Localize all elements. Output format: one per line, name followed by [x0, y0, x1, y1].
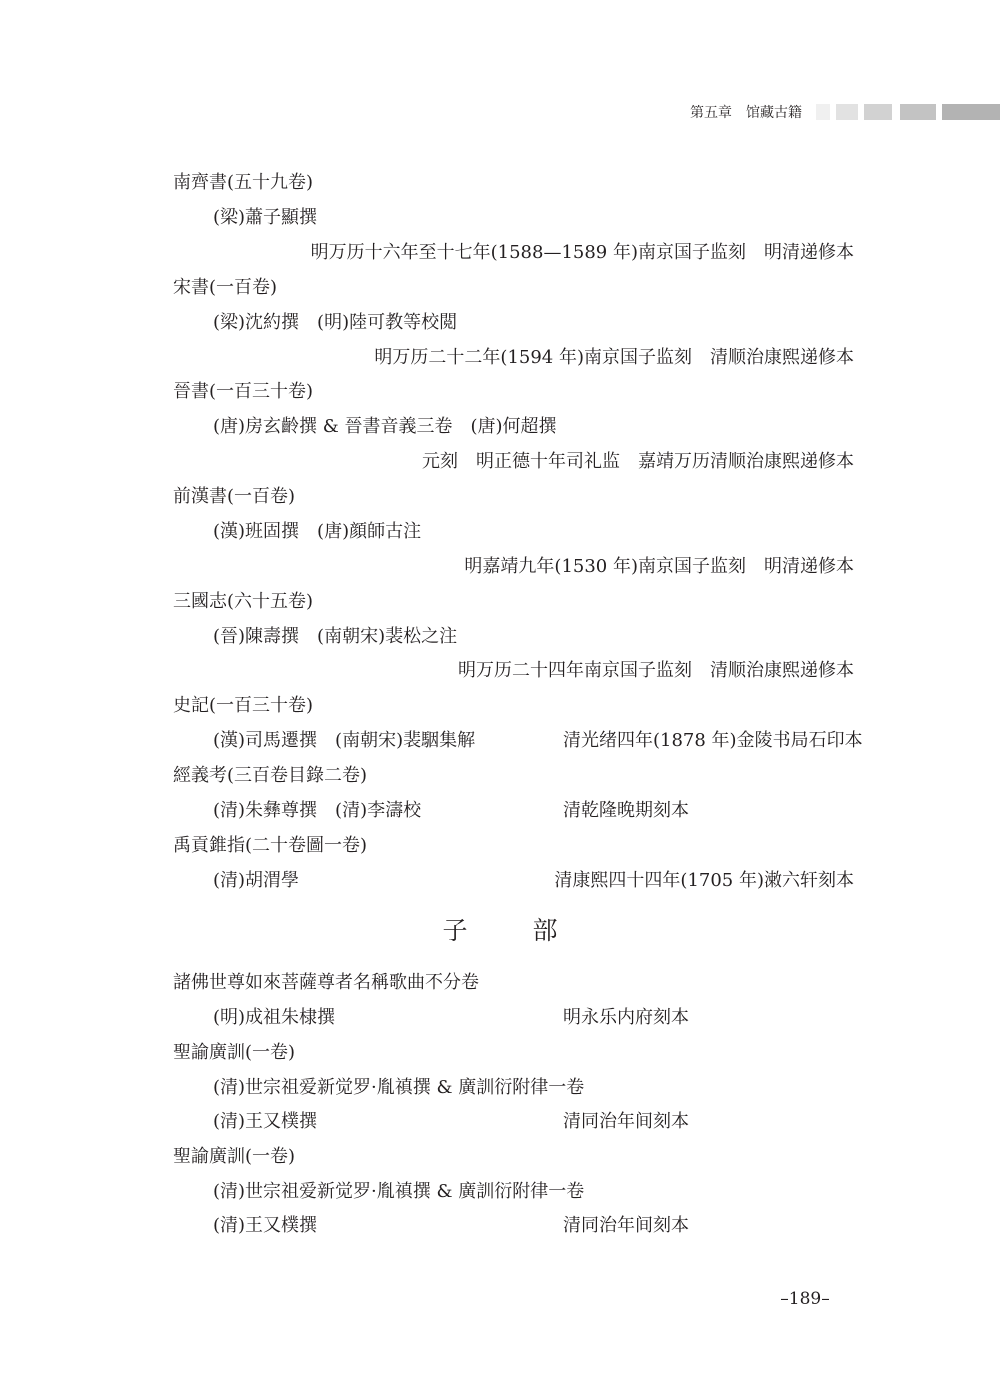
entry-title: 經義考(三百卷目錄二卷): [173, 765, 368, 786]
entry-author: (梁)蕭子顯撰: [213, 207, 318, 228]
header-bar-3: [864, 104, 892, 120]
entry-author: (清)王又樸撰: [213, 1111, 318, 1132]
entry-author: (清)王又樸撰: [213, 1215, 318, 1236]
entry-title: 前漢書(一百卷): [173, 486, 296, 507]
section-heading: 子 部: [442, 916, 578, 945]
header-bar-4: [900, 104, 936, 120]
header-bar-1: [816, 104, 830, 120]
entry-edition: 清光绪四年(1878 年)金陵书局石印本: [563, 730, 863, 751]
entry-edition: 明永乐内府刻本: [563, 1007, 689, 1028]
running-title: 第五章 馆藏古籍: [690, 105, 802, 121]
entry-title: 宋書(一百卷): [173, 277, 278, 298]
entry-author: (漢)班固撰 (唐)顔師古注: [213, 521, 422, 542]
header-bar-2: [836, 104, 858, 120]
entry-author: (清)世宗祖爱新觉罗·胤禛撰 & 廣訓衍附律一卷: [213, 1181, 585, 1202]
header-bar-5: [942, 104, 1000, 120]
entry-edition: 明万历十六年至十七年(1588—1589 年)南京国子监刻 明清递修本: [310, 242, 854, 263]
entry-author: (清)朱彝尊撰 (清)李濤校: [213, 800, 422, 821]
entry-title: 聖諭廣訓(一卷): [173, 1146, 296, 1167]
entry-title: 三國志(六十五卷): [173, 591, 314, 612]
entry-edition: 清同治年间刻本: [563, 1215, 689, 1236]
entry-edition: 清康熙四十四年(1705 年)潄六轩刻本: [554, 870, 854, 891]
entry-title: 南齊書(五十九卷): [173, 172, 314, 193]
entry-edition: 清同治年间刻本: [563, 1111, 689, 1132]
entry-edition: 元刻 明正德十年司礼监 嘉靖万历清顺治康熙递修本: [422, 451, 854, 472]
entry-title: 晉書(一百三十卷): [173, 381, 314, 402]
entry-author: (晉)陳壽撰 (南朝宋)裴松之注: [213, 626, 458, 647]
entry-author: (明)成祖朱棣撰: [213, 1007, 336, 1028]
entry-author: (唐)房玄齡撰 & 晉書音義三卷 (唐)何超撰: [213, 416, 557, 437]
page-number: –189–: [780, 1289, 830, 1309]
entry-title: 聖諭廣訓(一卷): [173, 1042, 296, 1063]
entry-edition: 清乾隆晚期刻本: [563, 800, 689, 821]
entry-edition: 明嘉靖九年(1530 年)南京国子监刻 明清递修本: [464, 556, 854, 577]
entry-edition: 明万历二十二年(1594 年)南京国子监刻 清顺治康熙递修本: [374, 347, 854, 368]
entry-author: (梁)沈約撰 (明)陸可教等校閲: [213, 312, 458, 333]
entry-author: (清)胡渭學: [213, 870, 300, 891]
entry-edition: 明万历二十四年南京国子监刻 清顺治康熙递修本: [458, 660, 854, 681]
entry-title: 禹貢錐指(二十卷圖一卷): [173, 835, 368, 856]
entry-title: 史記(一百三十卷): [173, 695, 314, 716]
entry-author: (漢)司馬遷撰 (南朝宋)裴駰集解: [213, 730, 476, 751]
entry-title: 諸佛世尊如來菩薩尊者名稱歌曲不分卷: [173, 972, 479, 993]
entry-author: (清)世宗祖爱新觉罗·胤禛撰 & 廣訓衍附律一卷: [213, 1077, 585, 1098]
